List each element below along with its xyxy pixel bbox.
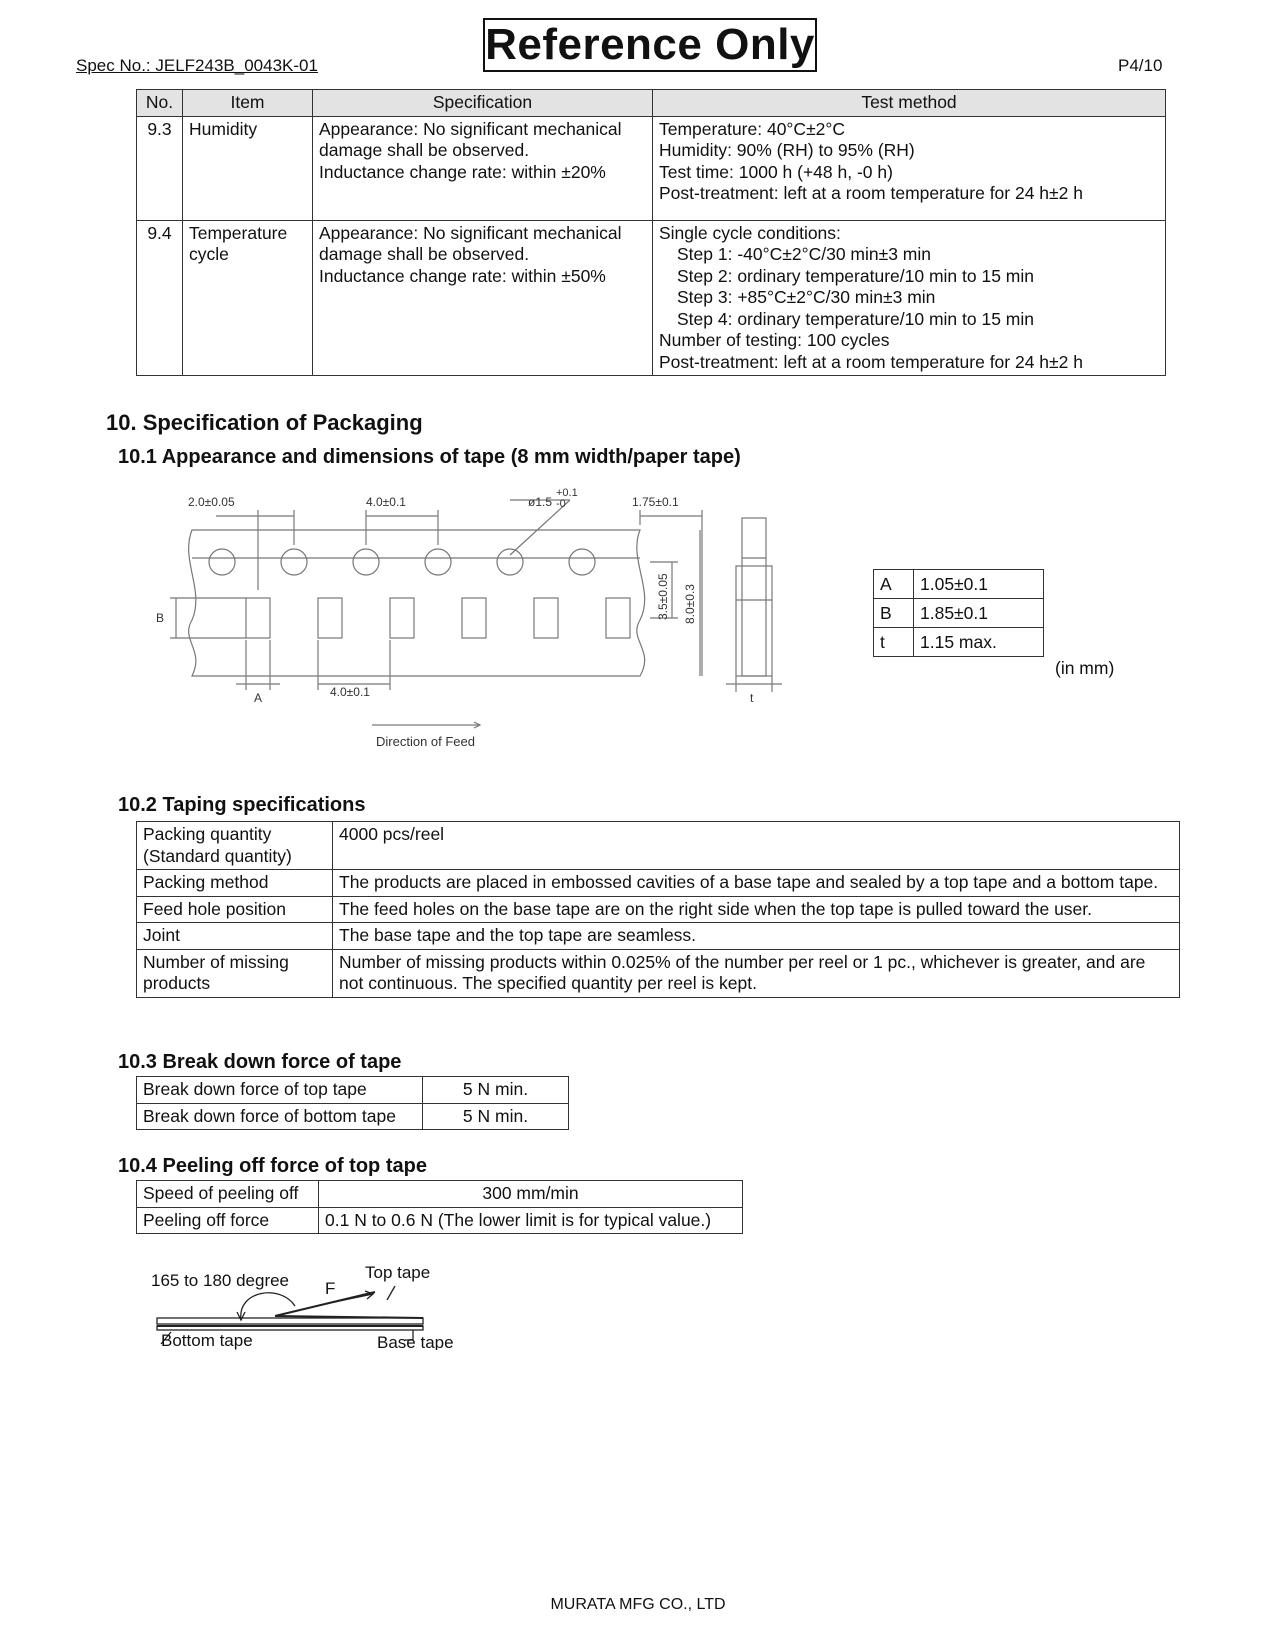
dim-cavity-pitch: 4.0±0.1 — [330, 685, 370, 699]
label-line: Feed hole position — [143, 898, 287, 919]
table-row — [137, 822, 1180, 870]
row-label: Speed of peeling off — [137, 1181, 319, 1208]
row-value: The base tape and the top tape are seamless. — [333, 923, 1180, 950]
row-value: 5 N min. — [423, 1103, 569, 1130]
dim-value: 1.85±0.1 — [914, 599, 1044, 628]
column-header-test-method: Test method — [653, 90, 1166, 117]
spec-line: damage shall be observed. — [319, 244, 530, 264]
row-value: 4000 pcs/reel — [333, 822, 1180, 870]
dim-hole-offset: 2.0±0.05 — [188, 495, 235, 509]
dim-hole-diameter: ø1.5 — [528, 495, 553, 509]
method-step: Step 4: ordinary temperature/10 min to 15 min — [677, 308, 1034, 329]
row-label: Break down force of bottom tape — [137, 1103, 423, 1130]
top-tape-label: Top tape — [365, 1263, 431, 1282]
row-specification — [313, 116, 653, 220]
row-value: The feed holes on the base tape are on the right side when the top tape is pulled toward the user. — [333, 896, 1180, 923]
table-header-row — [137, 90, 1166, 117]
label-line: Packing method — [143, 872, 269, 892]
section-10-2-title: 10.2 Taping specifications — [118, 794, 366, 816]
label-line: Number of missing — [143, 951, 289, 972]
base-tape-label: Base tape — [377, 1333, 454, 1350]
row-label — [137, 923, 333, 950]
dim-key: A — [874, 570, 914, 599]
sprocket-hole — [353, 549, 379, 575]
table-row — [137, 1103, 569, 1130]
method-line: Temperature: 40°C±2°C — [659, 118, 846, 139]
section-10-title: 10. Specification of Packaging — [106, 410, 423, 435]
break-down-force-table — [136, 1076, 569, 1130]
cavity — [318, 598, 342, 638]
row-value: 0.1 N to 0.6 N (The lower limit is for typical value.) — [319, 1207, 743, 1234]
spec-line: Inductance change rate: within ±50% — [319, 265, 606, 286]
cavity — [534, 598, 558, 638]
row-number: 9.4 — [137, 220, 183, 376]
sprocket-hole — [425, 549, 451, 575]
spec-line: Appearance: No significant mechanical — [319, 118, 622, 139]
feed-direction-label: Direction of Feed — [376, 734, 475, 749]
method-line: Single cycle conditions: — [659, 222, 841, 243]
force-label: F — [325, 1279, 336, 1298]
row-label — [137, 949, 333, 997]
table-row — [874, 570, 1044, 599]
dim-hole-tol-minus: -0 — [556, 498, 566, 510]
dim-center: 3.5±0.05 — [656, 573, 670, 620]
column-header-specification: Specification — [313, 90, 653, 117]
sprocket-hole — [569, 549, 595, 575]
dim-key: B — [874, 599, 914, 628]
row-test-method — [653, 220, 1166, 376]
column-header-item: Item — [183, 90, 313, 117]
test-table — [136, 89, 1166, 376]
label-a: A — [254, 691, 263, 705]
item-line: cycle — [189, 244, 229, 264]
angle-label: 165 to 180 degree — [151, 1271, 290, 1290]
tape-outline — [189, 530, 645, 676]
method-line: Test time: 1000 h (+48 h, -0 h) — [659, 161, 893, 182]
row-label: Break down force of top tape — [137, 1077, 423, 1104]
peeling-force-table — [136, 1180, 743, 1234]
row-label — [137, 822, 333, 870]
base-tape-layer — [157, 1326, 423, 1330]
row-label — [137, 870, 333, 897]
method-step: Step 1: -40°C±2°C/30 min±3 min — [677, 244, 932, 264]
reference-only-banner: Reference Only — [483, 18, 817, 72]
table-row — [137, 870, 1180, 897]
label-line: products — [143, 973, 211, 993]
dim-hole-pitch: 4.0±0.1 — [366, 495, 406, 509]
dim-edge: 1.75±0.1 — [632, 495, 679, 509]
label-t: t — [750, 691, 754, 705]
bottom-tape-label: Bottom tape — [161, 1331, 253, 1350]
section-10-1-title: 10.1 Appearance and dimensions of tape (8 mm width/paper tape) — [118, 446, 741, 468]
row-number: 9.3 — [137, 116, 183, 220]
cavity — [462, 598, 486, 638]
page-number: P4/10 — [1118, 56, 1163, 75]
method-step: Step 2: ordinary temperature/10 min to 15 min — [677, 265, 1034, 286]
table-row — [874, 599, 1044, 628]
row-value: The products are placed in embossed cavities of a base tape and sealed by a top tape and a bottom tape. — [333, 870, 1180, 897]
label-line: (Standard quantity) — [143, 845, 292, 866]
table-row — [137, 1207, 743, 1234]
spec-line: damage shall be observed. — [319, 140, 530, 160]
cavity — [390, 598, 414, 638]
column-header-no: No. — [137, 90, 183, 117]
dimension-table — [873, 569, 1044, 657]
row-specification — [313, 220, 653, 376]
footer-company: MURATA MFG CO., LTD — [550, 1596, 726, 1613]
dim-value: 1.05±0.1 — [914, 570, 1044, 599]
row-value: 300 mm/min — [319, 1181, 743, 1208]
section-10-3-title: 10.3 Break down force of tape — [118, 1051, 402, 1073]
method-line: Post-treatment: left at a room temperature for 24 h±2 h — [659, 351, 1083, 372]
spec-line: Inductance change rate: within ±20% — [319, 161, 606, 182]
dim-key: t — [874, 628, 914, 657]
peeling-diagram — [145, 1262, 505, 1350]
taping-spec-table — [136, 821, 1180, 998]
spec-line: Appearance: No significant mechanical — [319, 222, 622, 243]
table-row — [137, 1181, 743, 1208]
method-line: Number of testing: 100 cycles — [659, 330, 890, 350]
item-line: Temperature — [189, 222, 288, 243]
table-row — [874, 628, 1044, 657]
label-b: B — [156, 611, 165, 625]
row-label — [137, 896, 333, 923]
cavity — [606, 598, 630, 638]
tape-side-view — [742, 518, 766, 676]
label-line: Joint — [143, 925, 180, 945]
row-item — [183, 220, 313, 376]
row-value: 5 N min. — [423, 1077, 569, 1104]
row-value: Number of missing products within 0.025% of the number per reel or 1 pc., whichever is greater, and are not continuous. The specified quantity per reel is kept. — [333, 949, 1180, 997]
sprocket-hole — [497, 549, 523, 575]
dim-value: 1.15 max. — [914, 628, 1044, 657]
row-item — [183, 116, 313, 220]
table-row — [137, 896, 1180, 923]
table-row — [137, 949, 1180, 997]
tape-dimension-drawing — [150, 480, 810, 750]
item-line: Humidity — [189, 118, 258, 139]
sprocket-hole — [281, 549, 307, 575]
table-row — [137, 923, 1180, 950]
dim-width: 8.0±0.3 — [683, 584, 697, 624]
table-row — [137, 116, 1166, 220]
bottom-tape-layer — [157, 1318, 423, 1324]
sprocket-hole — [209, 549, 235, 575]
section-10-4-title: 10.4 Peeling off force of top tape — [118, 1155, 427, 1177]
dim-hole-tol-plus: +0.1 — [556, 487, 578, 499]
table-row — [137, 1077, 569, 1104]
label-line: Packing quantity — [143, 824, 272, 844]
spec-number: Spec No.: JELF243B_0043K-01 — [76, 56, 318, 75]
row-test-method — [653, 116, 1166, 220]
cavity — [246, 598, 270, 638]
method-line: Post-treatment: left at a room temperature for 24 h±2 h — [659, 183, 1083, 203]
unit-note: (in mm) — [1055, 658, 1115, 678]
table-row — [137, 220, 1166, 376]
row-label: Peeling off force — [137, 1207, 319, 1234]
method-line: Humidity: 90% (RH) to 95% (RH) — [659, 140, 915, 160]
method-step: Step 3: +85°C±2°C/30 min±3 min — [677, 287, 936, 307]
